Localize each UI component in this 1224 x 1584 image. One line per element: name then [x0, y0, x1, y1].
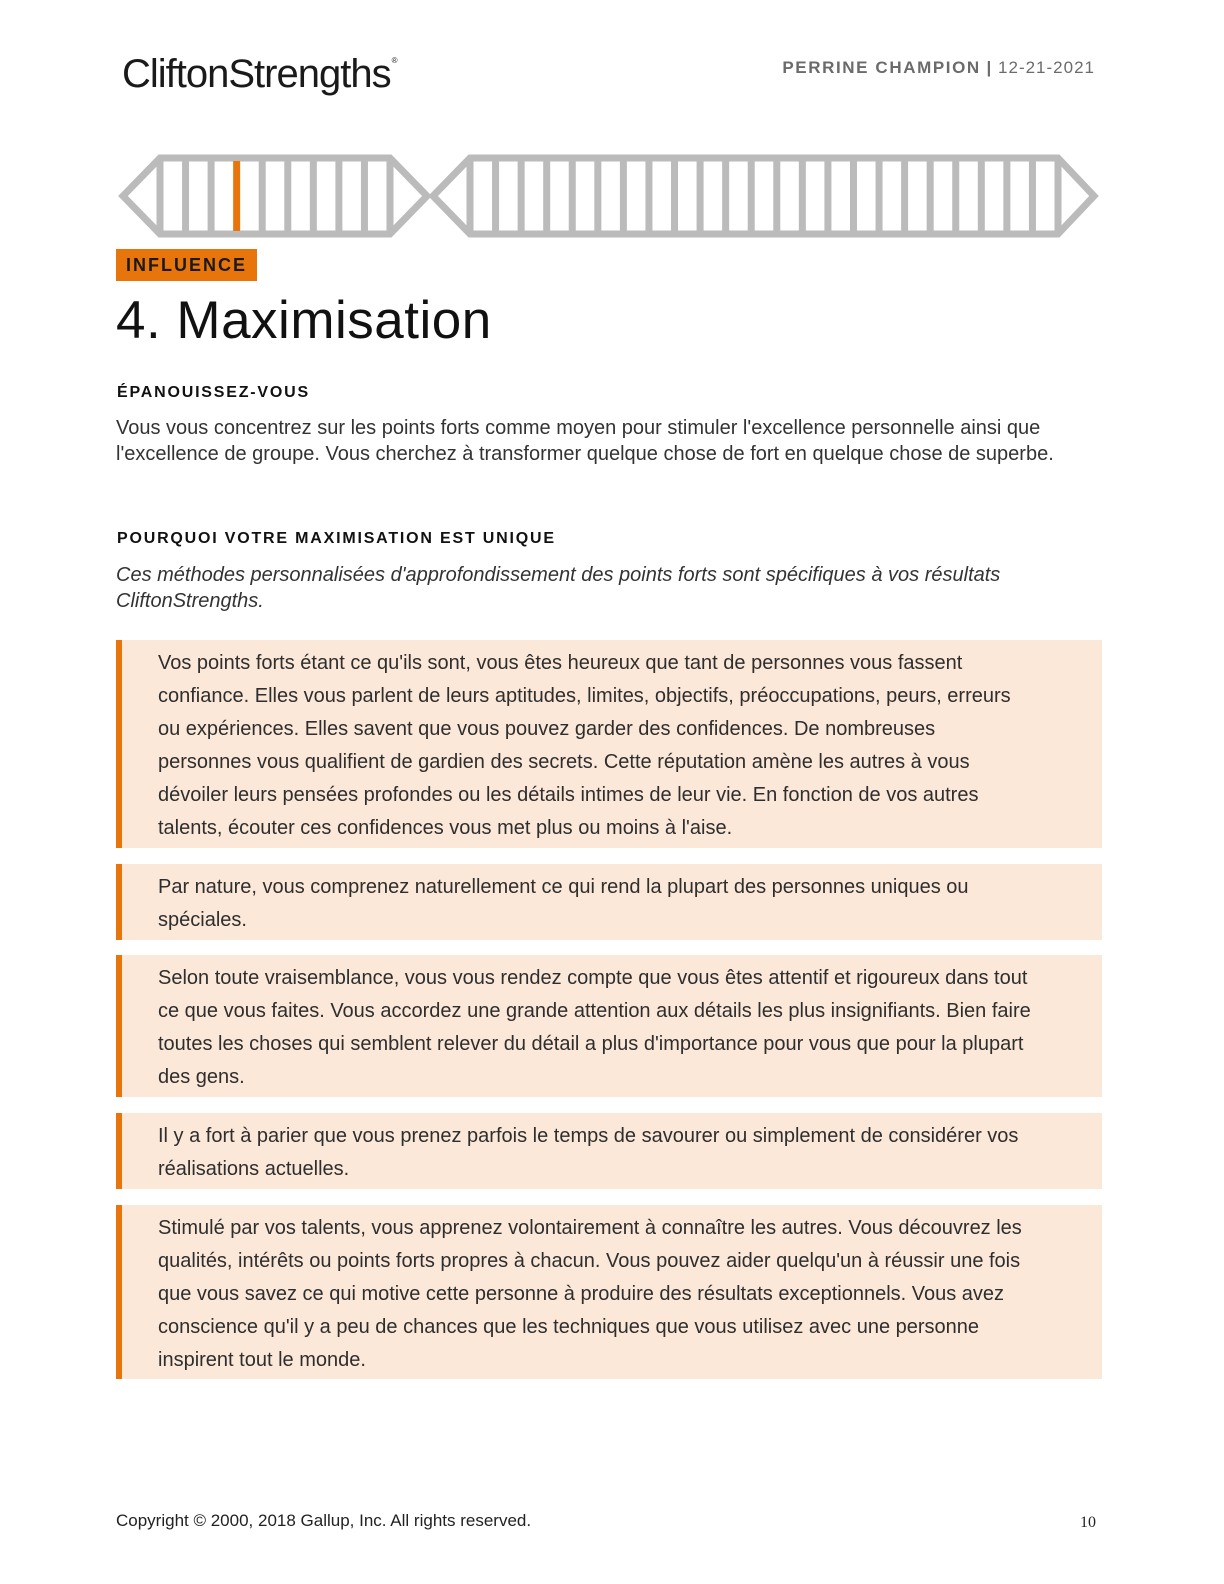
theme-bar [569, 161, 576, 231]
highlighted-theme-bar [233, 161, 240, 231]
insight-box [116, 864, 1102, 940]
insight-box [116, 1205, 1102, 1379]
section-heading-thrive: ÉPANOUISSEZ-VOUS [117, 384, 310, 401]
report-header [782, 58, 1095, 78]
theme-bar [620, 161, 627, 231]
theme-bar [671, 161, 678, 231]
page-number: 10 [1080, 1514, 1096, 1531]
theme-bar [259, 161, 266, 231]
theme-bar [799, 161, 806, 231]
insight-box [116, 1113, 1102, 1189]
theme-bar [208, 161, 215, 231]
theme-bar [361, 161, 368, 231]
theme-bar [518, 161, 525, 231]
theme-bar [284, 161, 291, 231]
theme-bar [387, 161, 394, 231]
theme-bar [824, 161, 831, 231]
theme-bar [773, 161, 780, 231]
theme-bar [1055, 161, 1062, 231]
bottom-segment-outline [433, 158, 1094, 234]
theme-title: 4. Maximisation [116, 291, 492, 350]
copyright-notice: Copyright © 2000, 2018 Gallup, Inc. All rights reserved. [116, 1511, 532, 1530]
theme-bar [594, 161, 601, 231]
theme-rank-strip [115, 150, 1099, 242]
theme-bar [748, 161, 755, 231]
theme-bar [335, 161, 342, 231]
theme-bar [978, 161, 985, 231]
insight-text: Stimulé par vos talents, vous apprenez volontairement à connaître les autres. Vous découvrez les qualités, intérêts ou points forts propres à chacun. Vous pouvez aider quelqu'un à réussir une fois que vous savez ce qui motive cette personne à produire des résultats exceptionnels. Vous avez conscience qu'il y a peu de chances que les techniques que vous utilisez avec une personne inspirent tout le monde. [158, 1217, 1022, 1371]
theme-bar [182, 161, 189, 231]
theme-bar [310, 161, 317, 231]
theme-description: Vous vous concentrez sur les points forts comme moyen pour stimuler l'excellence personnelle ainsi que l'excellence de groupe. Vous cherchez à transformer quelque chose de fort en quelque chose de superbe. [116, 417, 1054, 465]
insight-box [116, 955, 1102, 1097]
theme-bar [645, 161, 652, 231]
header-separator: | [986, 58, 993, 77]
theme-bar [157, 161, 164, 231]
theme-bar [1003, 161, 1010, 231]
insights-intro: Ces méthodes personnalisées d'approfondissement des points forts sont spécifiques à vos résultats CliftonStrengths. [116, 564, 1001, 612]
theme-bar [927, 161, 934, 231]
theme-bar [876, 161, 883, 231]
report-date: 12-21-2021 [998, 58, 1095, 77]
cliftonstrengths-logo [122, 52, 396, 97]
section-heading-unique: POURQUOI VOTRE MAXIMISATION EST UNIQUE [117, 530, 556, 547]
theme-bar [952, 161, 959, 231]
theme-bar [901, 161, 908, 231]
insight-box [116, 640, 1102, 848]
logo-text: CliftonStrengths [122, 52, 391, 96]
top-segment-outline [123, 158, 427, 234]
theme-bar [1029, 161, 1036, 231]
insight-text: Selon toute vraisemblance, vous vous rendez compte que vous êtes attentif et rigoureux dans tout ce que vous faites. Vous accordez une grande attention aux détails les plus insignifiants. Bien faire toutes les choses qui semblent relever du détail a plus d'importance pour vous que pour la plupart des gens. [158, 967, 1031, 1088]
theme-bar [543, 161, 550, 231]
registered-mark: ® [391, 56, 397, 65]
insight-text: Vos points forts étant ce qu'ils sont, vous êtes heureux que tant de personnes vous fassent confiance. Elles vous parlent de leurs aptitudes, limites, objectifs, préoccupations, peurs, erreurs ou expériences. Elles savent que vous pouvez garder des confidences. De nombreuses personnes vous qualifient de gardien des secrets. Cette réputation amène les autres à vous dévoiler leurs pensées profondes ou les détails intimes de leur vie. En fonction de vos autres talents, écouter ces confidences vous met plus ou moins à l'aise. [158, 652, 1011, 839]
theme-bar [850, 161, 857, 231]
theme-bar [467, 161, 474, 231]
person-name: PERRINE CHAMPION [782, 58, 981, 77]
domain-badge: INFLUENCE [116, 249, 257, 281]
insight-text: Il y a fort à parier que vous prenez parfois le temps de savourer ou simplement de considérer vos réalisations actuelles. [158, 1125, 1019, 1180]
theme-bar [492, 161, 499, 231]
theme-bar [722, 161, 729, 231]
theme-bar [697, 161, 704, 231]
insight-text: Par nature, vous comprenez naturellement ce qui rend la plupart des personnes uniques ou spéciales. [158, 876, 969, 931]
